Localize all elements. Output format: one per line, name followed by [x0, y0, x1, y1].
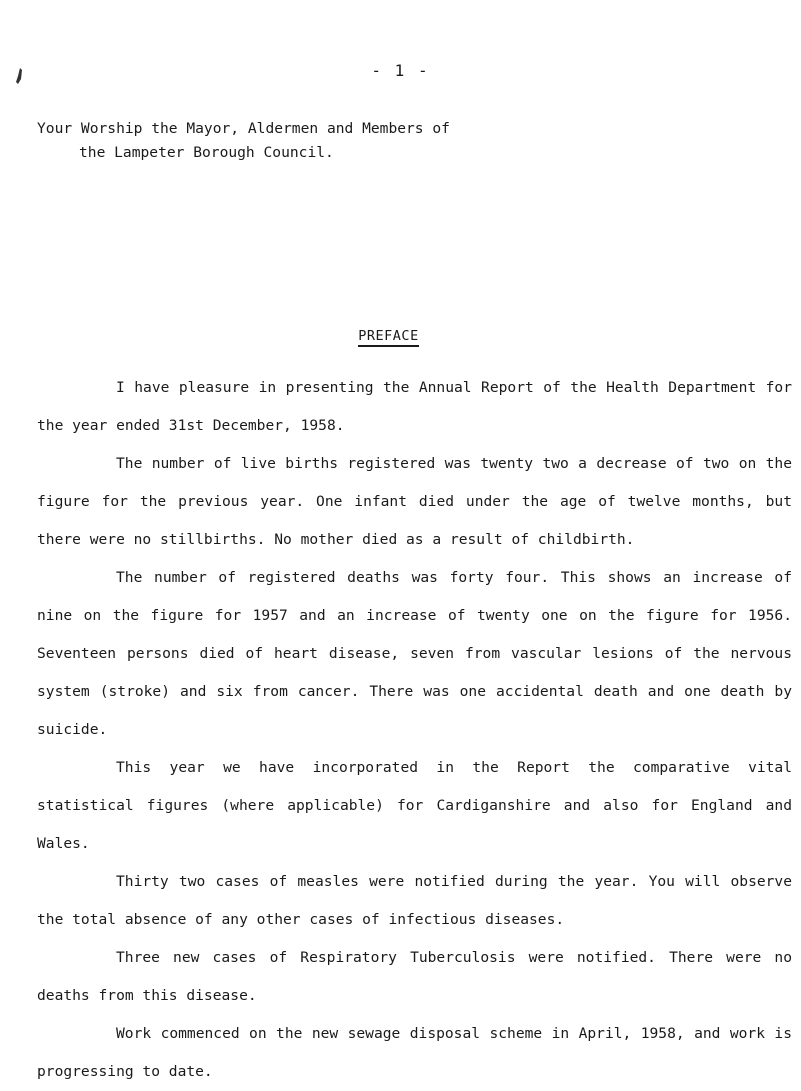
section-heading-text: PREFACE	[358, 328, 418, 347]
paragraph: The number of registered deaths was forty four. This shows an increase of nine on the figure for 1957 and an increase of twenty one on the figure for 1956. Seventeen persons died of heart disease, seven from vascular lesions of the nervous system (stroke) and six from cancer. There was one accidental death and one death by suicide.	[37, 569, 792, 738]
page-number: - 1 -	[371, 61, 430, 80]
paragraph: Work commenced on the new sewage disposal scheme in April, 1958, and work is progressing to date.	[37, 1025, 792, 1080]
paragraph: Thirty two cases of measles were notified during the year. You will observe the total absence of any other cases of infectious diseases.	[37, 873, 792, 928]
salutation	[37, 117, 450, 165]
salutation-line-2: the Lampeter Borough Council.	[79, 144, 334, 161]
salutation-line-1: Your Worship the Mayor, Aldermen and Members of	[37, 120, 450, 137]
paragraph: This year we have incorporated in the Report the comparative vital statistical figures (where applicable) for Cardiganshire and also for England and Wales.	[37, 759, 792, 852]
paragraph: Three new cases of Respiratory Tuberculosis were notified. There were no deaths from this disease.	[37, 949, 792, 1004]
paragraph: I have pleasure in presenting the Annual Report of the Health Department for the year ended 31st December, 1958.	[37, 379, 792, 434]
paragraph: The number of live births registered was twenty two a decrease of two on the figure for the previous year. One infant died under the age of twelve months, but there were no stillbirths. No mother died as a result of childbirth.	[37, 455, 792, 548]
section-heading	[0, 328, 801, 347]
body-text	[37, 369, 792, 1091]
